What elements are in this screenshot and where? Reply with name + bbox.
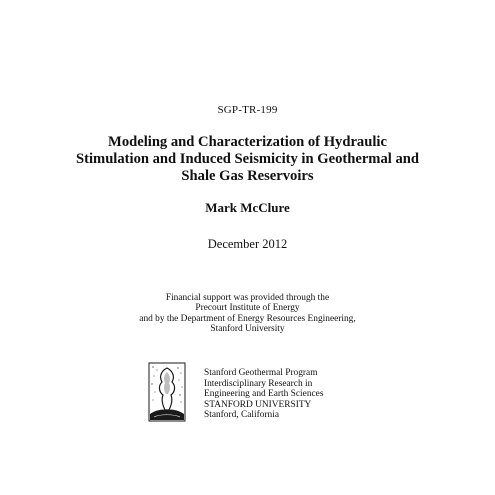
- funding-line-3: and by the Department of Energy Resources Engineering,: [139, 313, 356, 324]
- author-name: Mark McClure: [205, 200, 290, 215]
- geyser-logo-icon: [148, 362, 186, 422]
- program-line-4: STANFORD UNIVERSITY: [204, 399, 312, 410]
- funding-statement: [0, 293, 495, 335]
- funding-line-4: Stanford University: [210, 324, 285, 335]
- program-line-3: Engineering and Earth Sciences: [204, 389, 324, 400]
- funding-line-2: Precourt Institute of Energy: [195, 303, 300, 314]
- report-date: December 2012: [207, 237, 288, 251]
- program-line-2: Interdisciplinary Research in: [204, 378, 313, 389]
- title-line-2: Stimulation and Induced Seismicity in Geothermal and: [76, 151, 419, 167]
- report-number: SGP-TR-199: [217, 104, 278, 116]
- title-line-1: Modeling and Characterization of Hydraulic: [108, 134, 387, 150]
- report-title: [0, 134, 495, 185]
- title-line-3: Shale Gas Reservoirs: [181, 168, 314, 184]
- program-line-1: Stanford Geothermal Program: [204, 368, 318, 378]
- funding-line-1: Financial support was provided through the: [165, 293, 330, 303]
- program-address: [204, 368, 324, 421]
- program-line-5: Stanford, California: [204, 410, 279, 421]
